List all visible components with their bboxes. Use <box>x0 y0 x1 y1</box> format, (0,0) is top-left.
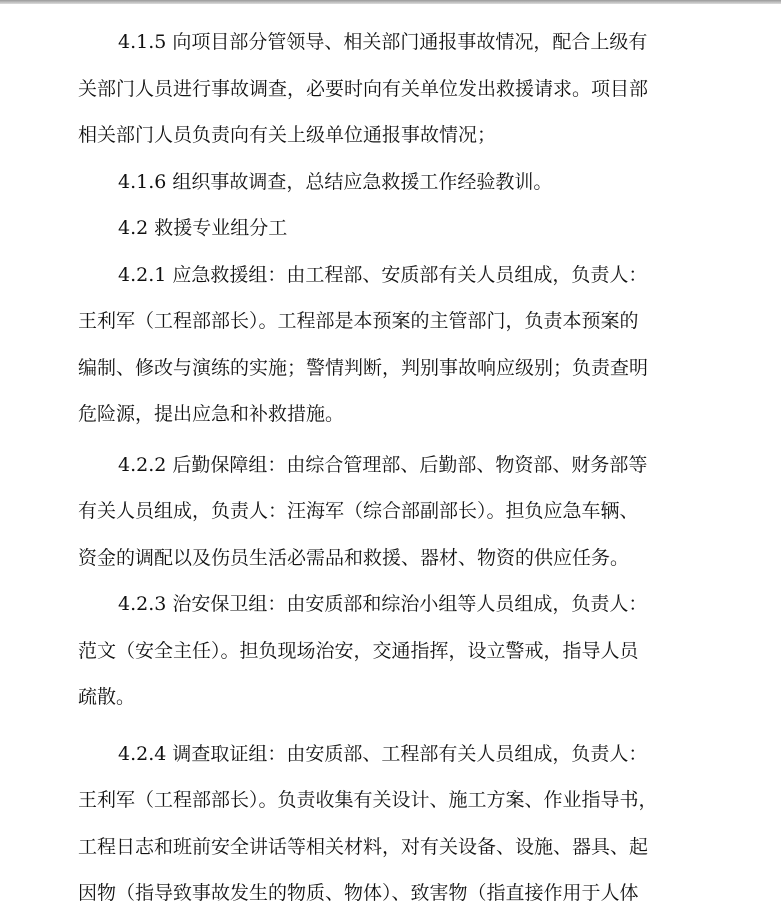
clause-4-2-3-line-3: 疏散。 <box>78 686 136 708</box>
paragraph-gap <box>78 721 714 731</box>
clause-4-2-4-line-3: 工程日志和班前安全讲话等相关材料，对有关设备、设施、器具、起 <box>78 835 649 858</box>
clause-4-2-1-line-1: 4.2.1 应急救援组：由工程部、安质部有关人员组成，负责人： <box>118 263 648 286</box>
clause-4-2-4-line-2: 王利军（工程部部长）。负责收集有关设计、施工方案、作业指导书， <box>78 789 658 811</box>
clause-4-2-3-line-1: 4.2.3 治安保卫组：由安质部和综治小组等人员组成，负责人： <box>118 593 648 615</box>
clause-4-2-4-line-4: 因物（指导致事故发生的物质、物体）、致害物（指直接作用于人体 <box>78 882 639 904</box>
clause-4-2-3-line-2: 范文（安全主任）。担负现场治安，交通指挥，设立警戒，指导人员 <box>78 639 639 662</box>
clause-4-2-4-line-1: 4.2.4 调查取证组：由安质部、工程部有关人员组成，负责人： <box>118 742 648 765</box>
clause-4-2-2-line-2: 有关人员组成，负责人：汪海军（综合部副部长）。担负应急车辆、 <box>78 500 639 522</box>
clause-4-2-1-line-4: 危险源，提出应急和补救措施。 <box>78 403 345 425</box>
clause-4-2-1-line-2: 王利军（工程部部长）。工程部是本预案的主管部门，负责本预案的 <box>78 310 639 332</box>
clause-4-2-2-line-3: 资金的调配以及伤员生活必需品和救援、器材、物资的供应任务。 <box>78 546 630 569</box>
document-body <box>78 19 714 917</box>
clause-4-2-2-line-1: 4.2.2 后勤保障组：由综合管理部、后勤部、物资部、财务部等 <box>118 453 648 476</box>
clause-4-1-5-line-3: 相关部门人员负责向有关上级单位通报事故情况； <box>78 124 497 146</box>
clause-4-1-5-line-1: 4.1.5 向项目部分管领导、相关部门通报事故情况，配合上级有 <box>118 31 648 53</box>
clause-4-2-1-line-3: 编制、修改与演练的实施；警情判断，判别事故响应级别；负责查明 <box>78 356 649 379</box>
clause-4-1-5-line-2: 关部门人员进行事故调查，必要时向有关单位发出救援请求。项目部 <box>78 77 649 100</box>
clause-4-1-6: 4.1.6 组织事故调查，总结应急救援工作经验教训。 <box>118 170 553 193</box>
top-border <box>0 0 781 4</box>
section-heading-4-2: 4.2 救援专业组分工 <box>118 217 288 239</box>
